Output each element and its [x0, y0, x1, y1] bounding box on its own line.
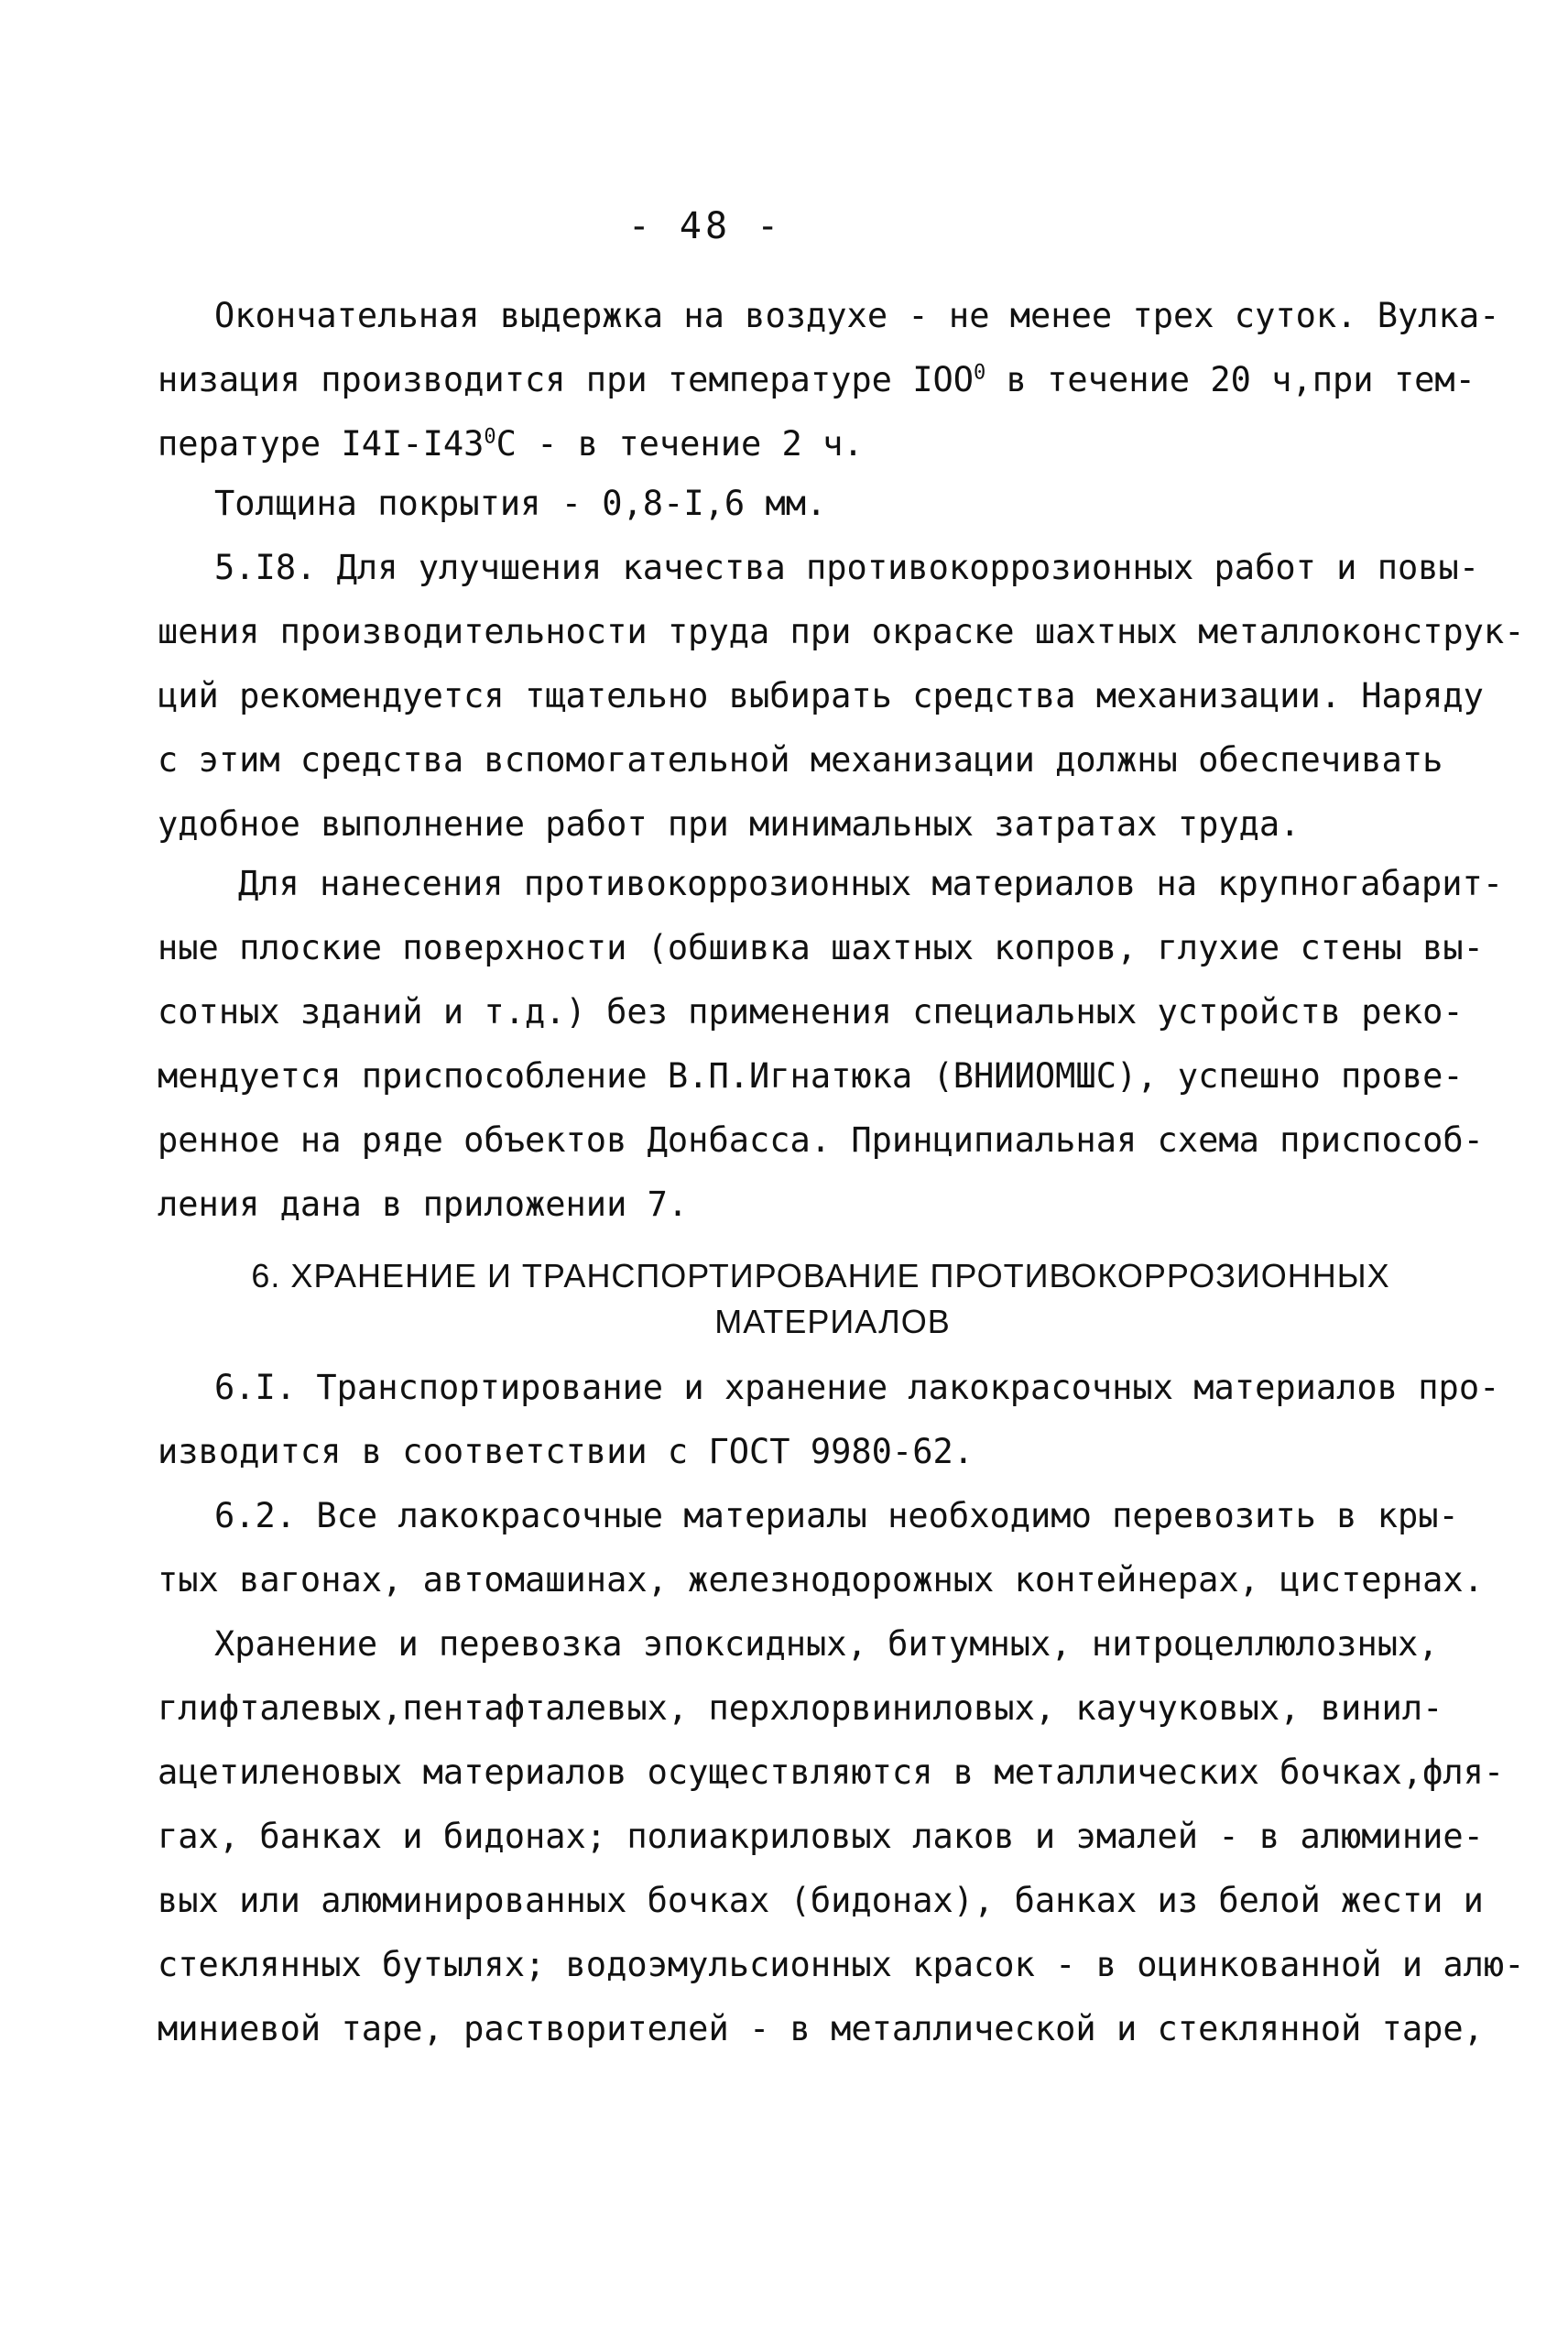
text-line: 6.I. Транспортирование и хранение лакокрасочных материалов про- [214, 1368, 1500, 1407]
text-line: 5.I8. Для улучшения качества противокоррозионных работ и повы- [214, 548, 1480, 587]
section-heading [0, 1253, 1568, 1345]
text-fragment: C - в течение 2 ч. [495, 424, 864, 464]
section-title-line: МАТЕРИАЛОВ [714, 1303, 951, 1340]
text-line: удобное выполнение работ при минимальных затратах труда. [158, 804, 1301, 844]
text-line: ления дана в приложении 7. [158, 1185, 689, 1224]
text-line: сотных зданий и т.д.) без применения специальных устройств реко- [158, 992, 1464, 1032]
text-line: ные плоские поверхности (обшивка шахтных копров, глухие стены вы- [158, 928, 1484, 967]
text-line: 6.2. Все лакокрасочные материалы необходимо перевозить в кры- [214, 1496, 1459, 1535]
text-line: миниевой таре, растворителей - в металлической и стеклянной таре, [158, 2009, 1484, 2048]
text-line: Окончательная выдержка на воздухе - не менее трех суток. Вулка- [214, 296, 1500, 335]
paragraph-6-1 [158, 1356, 1500, 1484]
superscript-degree: 0 [484, 425, 496, 449]
paragraph-thickness [158, 472, 1440, 536]
page-number: - 48 - [627, 205, 783, 247]
text-fragment: низация производится при температуре IOO [158, 360, 975, 399]
text-line: стеклянных бутылях; водоэмульсионных красок - в оцинкованной и алю- [158, 1945, 1525, 1984]
text-line: Толщина покрытия - 0,8-I,6 мм. [214, 484, 827, 523]
text-line: Для нанесения противокоррозионных материалов на крупногабарит- [238, 864, 1504, 903]
text-line [158, 348, 1475, 412]
text-line: шения производительности труда при окраске шахтных металлоконструк- [158, 612, 1525, 651]
paragraph-6-2 [158, 1484, 1484, 1612]
superscript-degree: 0 [974, 361, 986, 385]
text-line: гах, банках и бидонах; полиакриловых лаков и эмалей - в алюминие- [158, 1817, 1484, 1856]
text-line: мендуется приспособление В.П.Игнатюка (ВНИИОМШС), успешно прове- [158, 1056, 1464, 1096]
text-line: ренное на ряде объектов Донбасса. Принципиальная схема приспособ- [158, 1120, 1484, 1160]
text-line: глифталевых,пентафталевых, перхлорвиниловых, каучуковых, винил- [158, 1688, 1443, 1728]
text-line: изводится в соответствии с ГОСТ 9980-62. [158, 1432, 975, 1471]
paragraph-storage [158, 1612, 1525, 2061]
paragraph-5-18 [158, 536, 1525, 857]
text-line: ацетиленовых материалов осуществляются в металлических бочках,фля- [158, 1753, 1505, 1792]
text-line: Хранение и перевозка эпоксидных, битумных, нитроцеллюлозных, [214, 1624, 1439, 1664]
paragraph-application [158, 852, 1504, 1237]
text-line: с этим средства вспомогательной механизации должны обеспечивать [158, 740, 1443, 780]
text-fragment: в течение 20 ч,при тем- [985, 360, 1475, 399]
text-line [158, 412, 1440, 476]
paragraph-curing [158, 284, 1500, 476]
section-title-line: 6. ХРАНЕНИЕ И ТРАНСПОРТИРОВАНИЕ ПРОТИВОКОРРОЗИОННЫХ [251, 1257, 1390, 1294]
text-line: ций рекомендуется тщательно выбирать средства механизации. Наряду [158, 676, 1484, 715]
text-fragment: пературе I4I-I43 [158, 424, 485, 464]
text-line: тых вагонах, автомашинах, железнодорожных контейнерах, цистернах. [158, 1560, 1484, 1600]
text-line: вых или алюминированных бочках (бидонах), банках из белой жести и [158, 1881, 1484, 1920]
